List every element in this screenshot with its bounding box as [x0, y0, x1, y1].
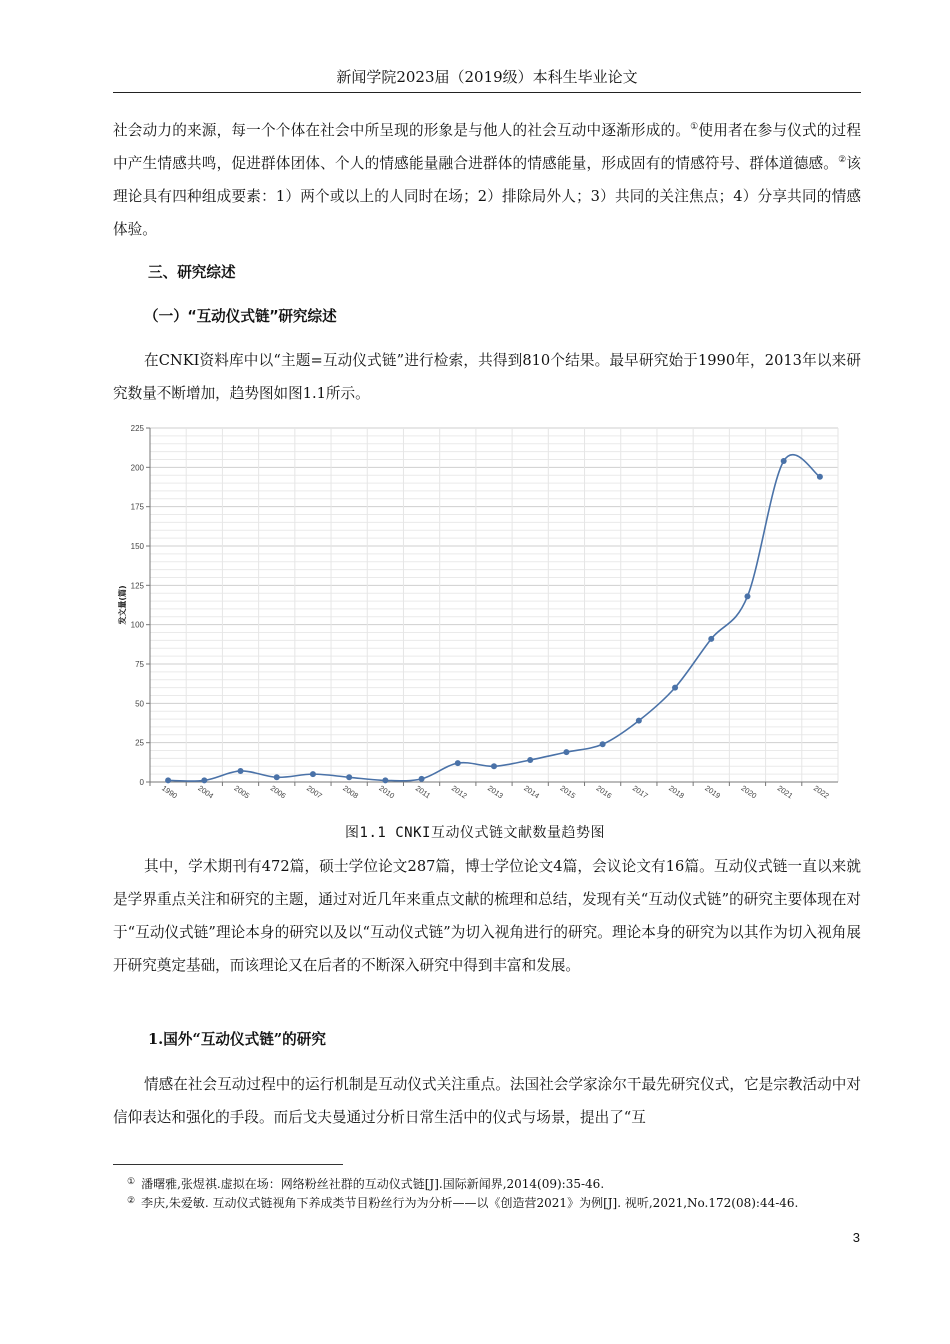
trend-chart: [113, 418, 843, 808]
x-tick-label: 2005: [232, 783, 252, 801]
x-tick-label: 2020: [739, 783, 759, 801]
paragraph-theory: [113, 114, 861, 246]
x-tick-label: 2016: [594, 783, 614, 801]
x-tick-label: 2011: [413, 783, 433, 801]
x-tick-label: 2014: [522, 783, 542, 801]
data-point: [382, 777, 388, 783]
data-point: [165, 777, 171, 783]
y-tick-label: 225: [130, 424, 144, 433]
y-tick-label: 75: [135, 660, 144, 669]
paragraph-text: 使用者在参与仪式的过程中产生情感共鸣，促进群体团体、个人的情感能量融合进群体的情感能量，形成固有的情感符号、群体道德感。: [113, 122, 861, 172]
y-axis-label: 发文量(篇): [118, 585, 127, 625]
paragraph-foreign: 情感在社会互动过程中的运行机制是互动仪式关注重点。法国社会学家涂尔干最先研究仪式，它是宗教活动中对信仰表达和强化的手段。而后戈夫曼通过分析日常生活中的仪式与场景，提出了“互: [113, 1076, 861, 1126]
section-heading: 三、研究综述: [148, 264, 236, 281]
x-tick-label: 2012: [449, 783, 469, 801]
data-point: [491, 763, 497, 769]
data-point: [672, 685, 678, 691]
x-tick-label: 2010: [377, 783, 397, 801]
x-tick-label: 2019: [703, 783, 723, 801]
paragraph-cnki: 在CNKI资料库中以“主题=互动仪式链”进行检索，共得到810个结果。最早研究始于1990年，2013年以来研究数量不断增加，趋势图如图1.1所示。: [113, 352, 861, 402]
page-header: 新闻学院2023届（2019级）本科生毕业论文: [113, 66, 861, 93]
data-point: [419, 776, 425, 782]
y-tick-label: 50: [135, 699, 144, 709]
data-point: [274, 774, 280, 780]
subsection-heading-foreign: 1.国外“互动仪式链”的研究: [148, 1031, 326, 1048]
data-point: [527, 757, 533, 763]
x-tick-label: 2008: [341, 783, 361, 801]
x-tick-label: 2018: [667, 783, 686, 801]
footnote-mark: ①: [127, 1177, 136, 1187]
x-tick-label: 2006: [268, 783, 288, 801]
x-tick-label: 2017: [630, 783, 650, 801]
x-tick-label: 2021: [775, 783, 795, 801]
footnote-1: [113, 1174, 861, 1193]
data-point: [563, 749, 569, 755]
data-point: [201, 777, 207, 783]
footnote-mark: ②: [127, 1196, 136, 1206]
footnote-ref-2[interactable]: ②: [838, 155, 847, 165]
y-tick-label: 100: [130, 620, 144, 630]
y-tick-label: 150: [130, 542, 144, 551]
figure-caption: 图1.1 CNKI互动仪式链文献数量趋势图: [345, 825, 605, 841]
x-tick-label: 2004: [196, 783, 216, 801]
x-tick-label: 2015: [558, 783, 578, 801]
footnote-text: 李庆,朱爱敏. 互动仪式链视角下养成类节目粉丝行为为分析——以《创造营2021》为例[J]. 视听,2021,No.172(08):44-46.: [141, 1196, 799, 1210]
paragraph-stats: 其中，学术期刊有472篇，硕士学位论文287篇，博士学位论文4篇，会议论文有16篇。互动仪式链一直以来就是学界重点关注和研究的主题，通过对近几年来重点文献的梳理和总结，发现有关“互动仪式链”的研究主要体现在对于“互动仪式链”理论本身的研究以及以“互动仪式链”为切入视角进行的研究。理论本身的研究为以其作为切入视角展开研究奠定基础，而该理论又在后者的不断深入研究中得到丰富和发展。: [113, 858, 861, 974]
x-tick-label: 1990: [160, 783, 179, 801]
page-number: 3: [852, 1230, 860, 1245]
data-point: [600, 741, 606, 747]
y-tick-label: 25: [135, 738, 144, 748]
x-tick-label: 2022: [811, 783, 831, 801]
footnote-text: 潘曙雅,张煜祺.虚拟在场：网络粉丝社群的互动仪式链[J].国际新闻界,2014(09):35-46.: [141, 1177, 605, 1191]
subsection-heading: （一）“互动仪式链”研究综述: [144, 308, 337, 325]
data-point: [708, 636, 714, 642]
footnote-2: [113, 1193, 861, 1212]
footnote-ref-1[interactable]: ①: [690, 122, 699, 132]
series-line: [168, 455, 820, 781]
footnote-divider: [113, 1164, 343, 1165]
data-point: [636, 718, 642, 724]
data-point: [744, 593, 750, 599]
data-point: [346, 774, 352, 780]
data-point: [310, 771, 316, 777]
data-point: [817, 474, 823, 480]
x-tick-label: 2013: [486, 783, 505, 801]
paragraph-text: 该理论具有四种组成要素：1）两个或以上的人同时在场；2）排除局外人；3）共同的关注焦点；4）分享共同的情感体验。: [113, 155, 861, 238]
data-point: [781, 458, 787, 464]
y-tick-label: 200: [130, 463, 144, 473]
y-tick-label: 175: [130, 502, 144, 512]
data-point: [238, 768, 244, 774]
paragraph-text: 社会动力的来源，每一个个体在社会中所呈现的形象是与他人的社会互动中逐渐形成的。: [113, 122, 691, 139]
y-tick-label: 125: [130, 581, 144, 591]
data-point: [455, 760, 461, 766]
x-tick-label: 2007: [304, 783, 324, 801]
y-tick-label: 0: [139, 778, 144, 787]
